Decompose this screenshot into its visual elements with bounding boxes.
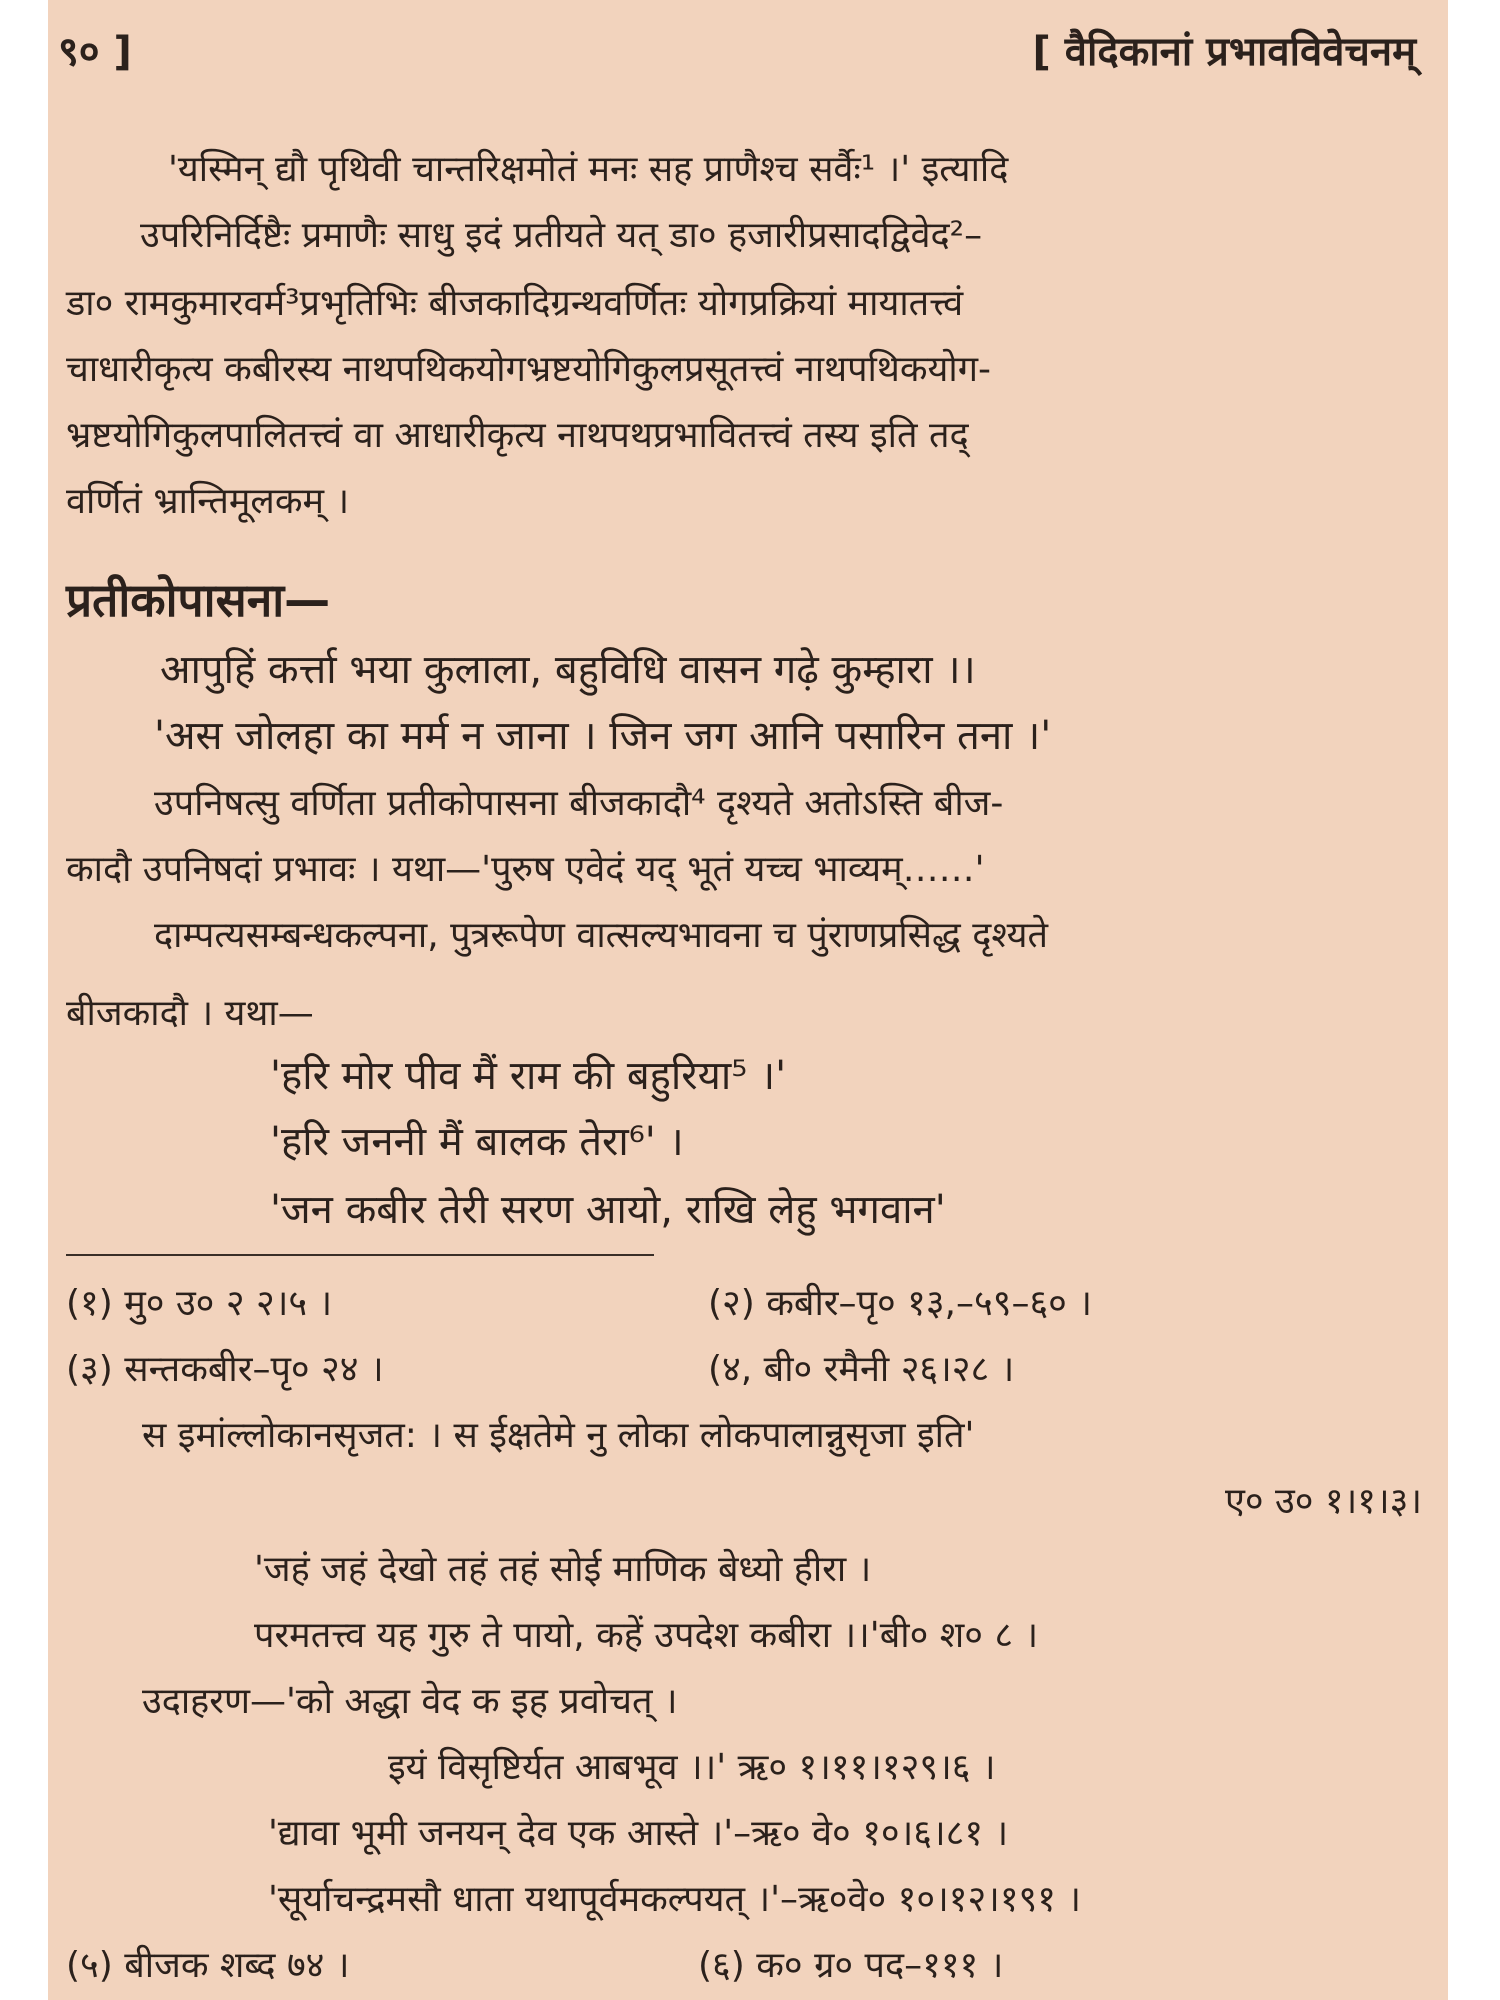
intro-line: उपरिनिर्दिष्टैः प्रमाणैः साधु इदं प्रतीयते यत् डा० हजारीप्रसादद्विवेद²–: [140, 215, 983, 256]
section-heading: प्रतीकोपासना—: [66, 573, 331, 627]
footnote: (१) मु० उ० २ २।५ ।: [66, 1283, 333, 1324]
footnote-verse: परमतत्त्व यह गुरु ते पायो, कहें उपदेश कबीरा ।।'बी० श० ८ ।: [254, 1615, 1039, 1656]
quote-line: 'जन कबीर तेरी सरण आयो, राखि लेहु भगवान': [270, 1187, 946, 1233]
example-line: 'सूर्याचन्द्रमसौ धाता यथापूर्वमकल्पयत् ।'–ऋ०वे० १०।१२।१९१ ।: [268, 1879, 1082, 1920]
footnote-ref: ए० उ० १।१।३।: [1224, 1481, 1422, 1522]
intro-line: डा० रामकुमारवर्म³प्रभृतिभिः बीजकादिग्रन्थवर्णितः योगप्रक्रियां मायातत्त्वं: [66, 283, 964, 324]
page-number: ९० ]: [58, 29, 132, 75]
footnote: (५) बीजक शब्द ७४ ।: [66, 1945, 350, 1986]
quote-line: 'हरि जननी मैं बालक तेरा⁶' ।: [270, 1119, 684, 1165]
verse-line: 'अस जोलहा का मर्म न जाना । जिन जग आनि पसारिन तना ।': [154, 713, 1052, 759]
intro-line: वर्णितं भ्रान्तिमूलकम् ।: [66, 481, 350, 522]
footnote-verse: 'जहं जहं देखो तहं तहं सोई माणिक बेध्यो हीरा ।: [254, 1549, 872, 1590]
running-title: [ वैदिकानां प्रभावविवेचनम्: [1032, 29, 1416, 75]
footnote: (३) सन्तकबीर–पृ० २४ ।: [66, 1349, 384, 1390]
footnote-rule: [66, 1254, 654, 1256]
example-label: उदाहरण—'को अद्धा वेद क इह प्रवोचत् ।: [142, 1681, 678, 1722]
para-line: दाम्पत्यसम्बन्धकल्पना, पुत्ररूपेण वात्सल्यभावना च पुंराणप्रसिद्ध दृश्यते: [154, 915, 1049, 956]
footnote: (४, बी० रमैनी २६।२८ ।: [708, 1349, 1015, 1390]
intro-line: चाधारीकृत्य कबीरस्य नाथपथिकयोगभ्रष्टयोगिकुलप्रसूतत्त्वं नाथपथिकयोग-: [66, 349, 991, 390]
intro-line: भ्रष्टयोगिकुलपालितत्त्वं वा आधारीकृत्य नाथपथप्रभावितत्त्वं तस्य इति तद्: [66, 415, 969, 456]
example-line: 'द्यावा भूमी जनयन् देव एक आस्ते ।'–ऋ० वे० १०।६।८१ ।: [268, 1813, 1009, 1854]
verse-line: आपुहिं कर्त्ता भया कुलाला, बहुविधि वासन गढ़े कुम्हारा ।।: [160, 647, 976, 693]
para-line: उपनिषत्सु वर्णिता प्रतीकोपासना बीजकादौ⁴ दृश्यते अतोऽस्ति बीज-: [154, 783, 1004, 824]
intro-line: 'यस्मिन् द्यौ पृथिवी चान्तरिक्षमोतं मनः सह प्राणैश्च सर्वैः¹ ।' इत्यादि: [168, 149, 1009, 190]
para-line: कादौ उपनिषदां प्रभावः । यथा—'पुरुष एवेदं यद् भूतं यच्च भाव्यम्……': [66, 849, 985, 890]
para-line: बीजकादौ । यथा—: [66, 993, 314, 1034]
quote-line: 'हरि मोर पीव मैं राम की बहुरिया⁵ ।': [270, 1053, 787, 1099]
example-line: इयं विसृष्टिर्यत आबभूव ।।' ऋ० १।११।१२९।६ ।: [388, 1747, 996, 1788]
footnote: (२) कबीर–पृ० १३,–५९–६० ।: [708, 1283, 1092, 1324]
footnote-body: स इमांल्लोकानसृजत: । स ईक्षतेमे नु लोका लोकपालान्नुसृजा इति': [142, 1415, 975, 1456]
book-page: [48, 0, 1448, 2000]
footnote: (६) क० ग्र० पद–१११ ।: [698, 1945, 1004, 1986]
